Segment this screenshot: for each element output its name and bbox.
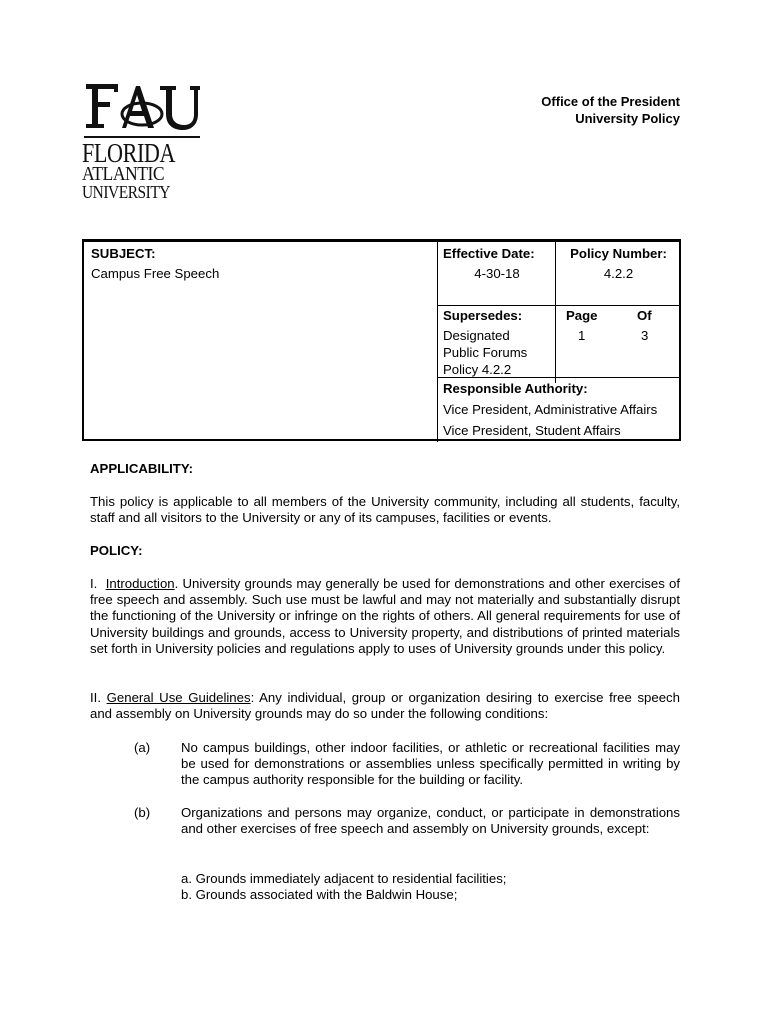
item-b-label: (b) bbox=[134, 805, 151, 820]
of-label: Of bbox=[637, 308, 652, 323]
policy-number-label: Policy Number: bbox=[570, 246, 667, 261]
subject-value: Campus Free Speech bbox=[91, 266, 220, 281]
policy-number-value: 4.2.2 bbox=[603, 266, 634, 281]
responsible-authority-line-2: Vice President, Student Affairs bbox=[443, 423, 621, 438]
supersedes-line-1: Designated bbox=[443, 328, 510, 343]
office-name: Office of the President bbox=[541, 94, 680, 109]
applicability-paragraph: This policy is applicable to all members of the University community, including all students, faculty, staff and all visitors to the University or any of its campuses, facilities or events. bbox=[90, 494, 680, 526]
applicability-heading: APPLICABILITY: bbox=[90, 461, 194, 476]
logo-line-university: UNIVERSITY bbox=[82, 182, 170, 202]
supersedes-line-2: Public Forums bbox=[443, 345, 528, 360]
page-label: Page bbox=[566, 308, 598, 323]
section-1-title: Introduction bbox=[105, 576, 175, 591]
item-b-text: Organizations and persons may organize, conduct, or participate in demonstrations and other exercises of free speech and assembly on University grounds, except: bbox=[181, 805, 680, 837]
document-type: University Policy bbox=[575, 111, 680, 126]
fau-logo bbox=[82, 80, 204, 200]
general-use-paragraph bbox=[90, 690, 680, 722]
subject-label: SUBJECT: bbox=[91, 246, 156, 261]
section-1-number: I. bbox=[90, 576, 98, 591]
section-2-text: : Any individual, group or organization desiring to exercise free speech and assembly on University grounds may do so under the following conditions: bbox=[90, 690, 680, 722]
item-a-text: No campus buildings, other indoor facilities, or athletic or recreational facilities may be used for demonstrations or assemblies unless specifically permitted in writing by the campus authority responsible for the building or facility. bbox=[181, 740, 680, 788]
effective-date-label: Effective Date: bbox=[443, 246, 535, 261]
effective-date-value: 4-30-18 bbox=[474, 266, 520, 281]
table-divider-main bbox=[437, 242, 438, 442]
policy-heading: POLICY: bbox=[90, 543, 143, 558]
section-introduction bbox=[90, 576, 680, 657]
introduction-paragraph bbox=[90, 576, 680, 657]
supersedes-line-3: Policy 4.2.2 bbox=[443, 362, 512, 377]
sub-item-a: a. Grounds immediately adjacent to residential facilities; bbox=[181, 871, 507, 886]
responsible-authority-label: Responsible Authority: bbox=[443, 381, 588, 396]
logo-line-florida: FLORIDA bbox=[82, 138, 176, 168]
responsible-authority-line-1: Vice President, Administrative Affairs bbox=[443, 402, 658, 417]
applicability-text bbox=[90, 494, 680, 526]
table-divider-right bbox=[555, 242, 556, 383]
section-1-text: . University grounds may generally be used for demonstrations and other exercises of free speech and assembly. Such use must be lawful and may not materially and substantially disrupt the functioning of the University or infringe on the rights of others. All general requirements for use of University buildings and grounds, access to University property, and distributions of printed materials set forth in University policies and regulations apply to uses of University grounds under this policy. bbox=[90, 576, 681, 656]
sub-item-b: b. Grounds associated with the Baldwin House; bbox=[181, 887, 458, 902]
office-header bbox=[541, 93, 680, 127]
section-2-title: General Use Guidelines bbox=[106, 690, 251, 705]
section-2-number: II. bbox=[90, 690, 101, 705]
table-row-divider-1 bbox=[437, 305, 681, 306]
section-general-use bbox=[90, 690, 680, 722]
page-value: 1 bbox=[578, 328, 586, 343]
supersedes-label: Supersedes: bbox=[443, 308, 523, 323]
of-value: 3 bbox=[641, 328, 649, 343]
fau-monogram-icon bbox=[84, 80, 200, 132]
item-a-label: (a) bbox=[134, 740, 151, 755]
policy-info-table bbox=[82, 239, 681, 441]
logo-line-atlantic: ATLANTIC bbox=[82, 164, 165, 185]
